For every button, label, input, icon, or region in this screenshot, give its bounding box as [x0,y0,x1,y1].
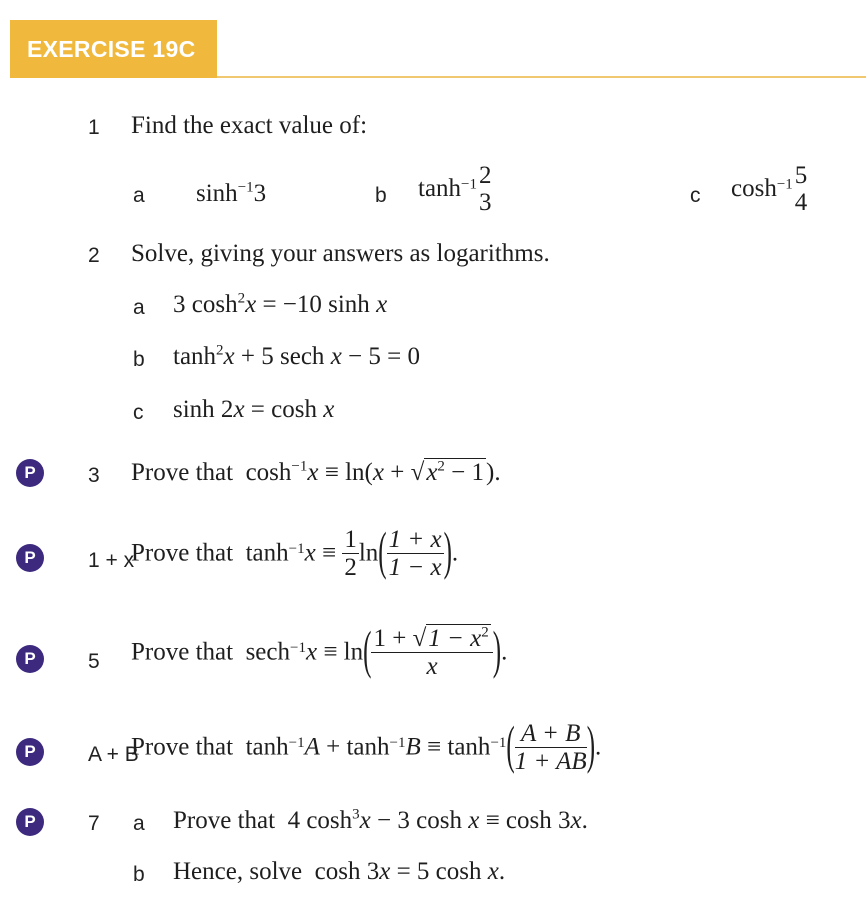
header-rule [217,76,866,78]
question-text: Solve, giving your answers as logarithms. [131,240,550,267]
question-number: 5 [88,650,100,673]
exercise-header [10,20,217,78]
math-expression: Prove that $\tanh^{-1}x$ ≡ $\frac{1}{2}$ ln( $\frac{1 + x}{1 - x}$ ). [131,524,459,581]
math-expression: sinh 2x = cosh x [173,396,335,423]
math-expression: $\tanh^{-1}$ 2 3 [418,162,492,216]
proof-badge: P [16,459,44,487]
part-letter: c [133,401,144,424]
math-expression: 3 $\cosh^2x = -10$ sinh x [173,290,388,318]
part-letter: a [133,296,145,319]
part-letter: c [690,184,701,207]
question-number: 7 [88,812,100,835]
proof-badge: P [16,645,44,673]
proof-badge: P [16,808,44,836]
proof-badge: P [16,738,44,766]
math-expression: $\cosh^{-1}$ 5 4 [731,162,808,216]
question-text: Find the exact value of: [131,112,368,139]
question-number: 1 + x [88,549,135,572]
math-expression: Prove that sech$^{-1}$x ≡ ln( $\frac{1 + √1 - x^2}{x}$ ). [131,623,508,680]
question-number: A + B [88,743,139,766]
question-number: 3 [88,464,100,487]
math-expression: Hence, solve cosh 3x = 5 cosh x. [173,858,506,885]
math-expression: Prove that $\cosh^{-1}x \equiv \ln(x + √x^2 - 1)$. [131,458,501,486]
proof-badge: P [16,544,44,572]
math-expression: $\sinh^{-1}3$ [196,179,267,207]
question-number: 1 [88,116,100,139]
math-expression: Prove that $\tanh^{-1}A + \tanh^{-1}B \equiv \tanh^{-1}$( $\frac{A + B}{1 + AB}$ ). [131,718,602,775]
math-expression: Prove that 4 $\cosh^3x - 3$ cosh x ≡ cosh 3x. [173,806,588,834]
exercise-title: EXERCISE 19C [27,36,196,62]
part-letter: b [375,184,387,207]
part-letter: b [133,348,145,371]
part-letter: a [133,812,145,835]
part-letter: a [133,184,145,207]
math-expression: $\tanh^2x + 5$ sech x − 5 = 0 [173,342,420,370]
part-letter: b [133,863,145,886]
question-number: 2 [88,244,100,267]
